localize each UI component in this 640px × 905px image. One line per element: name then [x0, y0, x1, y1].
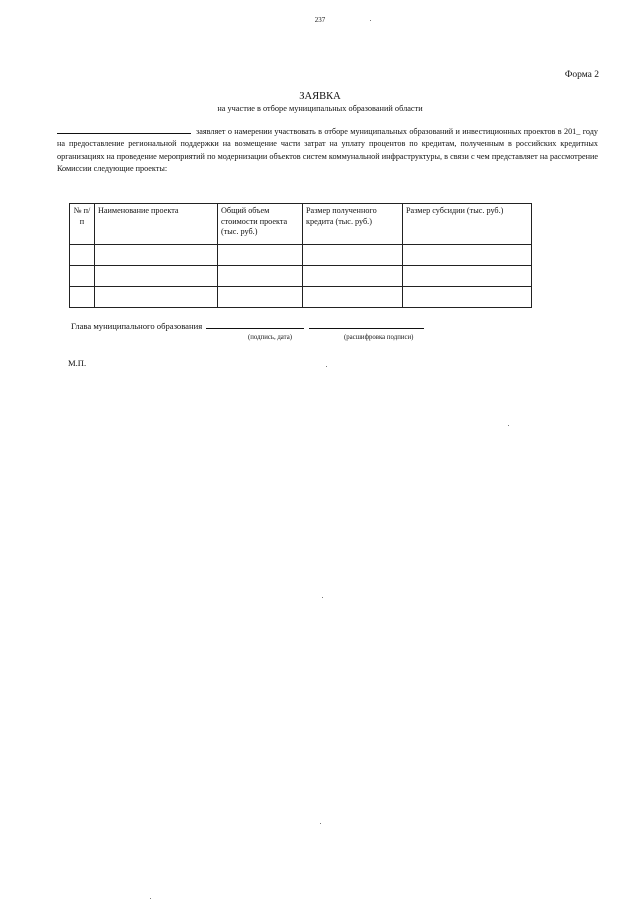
decoding-caption: (расшифровка подписи) — [344, 334, 414, 341]
scan-speck — [320, 823, 321, 824]
scan-speck — [150, 898, 151, 899]
scan-speck — [322, 597, 323, 598]
document-subtitle: на участие в отборе муниципальных образований области — [217, 104, 423, 113]
table-header-row — [70, 204, 532, 245]
table-cell[interactable] — [70, 287, 95, 308]
table-cell[interactable] — [218, 287, 303, 308]
table-cell[interactable] — [403, 245, 532, 266]
intro-paragraph — [57, 125, 598, 175]
table-cell[interactable] — [70, 266, 95, 287]
table-cell[interactable] — [218, 266, 303, 287]
scan-speck — [326, 366, 327, 367]
header-total-cost: Общий объем стоимости проекта (тыс. руб.) — [218, 204, 303, 245]
applicant-name-blank[interactable] — [57, 125, 191, 134]
signature-caption: (подпись, дата) — [248, 334, 292, 341]
table-cell[interactable] — [95, 287, 218, 308]
header-number: № п/п — [70, 204, 95, 245]
scan-speck — [508, 425, 509, 426]
table-cell[interactable] — [303, 245, 403, 266]
page-number: 237 — [314, 16, 326, 24]
table-cell[interactable] — [95, 266, 218, 287]
table-cell[interactable] — [95, 245, 218, 266]
stamp-placeholder: М.П. — [68, 358, 87, 368]
projects-table — [69, 203, 532, 308]
table-cell[interactable] — [303, 266, 403, 287]
header-project-name: Наименование проекта — [95, 204, 218, 245]
signature-label: Глава муниципального образования — [71, 321, 203, 331]
form-label: Форма 2 — [564, 70, 599, 80]
table-cell[interactable] — [403, 266, 532, 287]
scan-speck — [370, 20, 371, 21]
intro-text: заявляет о намерении участвовать в отборе муниципальных образований и инвестиционных проектов в 201_ году на предоставление региональной поддержки на возмещение части затрат на уплату процентов по кредитам, полученным в российских кредитных организациях на проведение мероприятий по модернизации объектов систем коммунальной инфраструктуры, в связи с чем представляет на рассмотрение Комиссии следующие проекты: — [57, 127, 598, 173]
signature-decoding-blank[interactable] — [309, 320, 424, 329]
document-title: ЗАЯВКА — [299, 91, 341, 102]
header-subsidy-amount: Размер субсидии (тыс. руб.) — [403, 204, 532, 245]
signature-row — [71, 320, 424, 331]
table-row — [70, 266, 532, 287]
table-cell[interactable] — [403, 287, 532, 308]
table-row — [70, 245, 532, 266]
signature-date-blank[interactable] — [206, 320, 304, 329]
table-cell[interactable] — [303, 287, 403, 308]
table-row — [70, 287, 532, 308]
table-cell[interactable] — [70, 245, 95, 266]
header-loan-amount: Размер полученного кредита (тыс. руб.) — [303, 204, 403, 245]
table-cell[interactable] — [218, 245, 303, 266]
